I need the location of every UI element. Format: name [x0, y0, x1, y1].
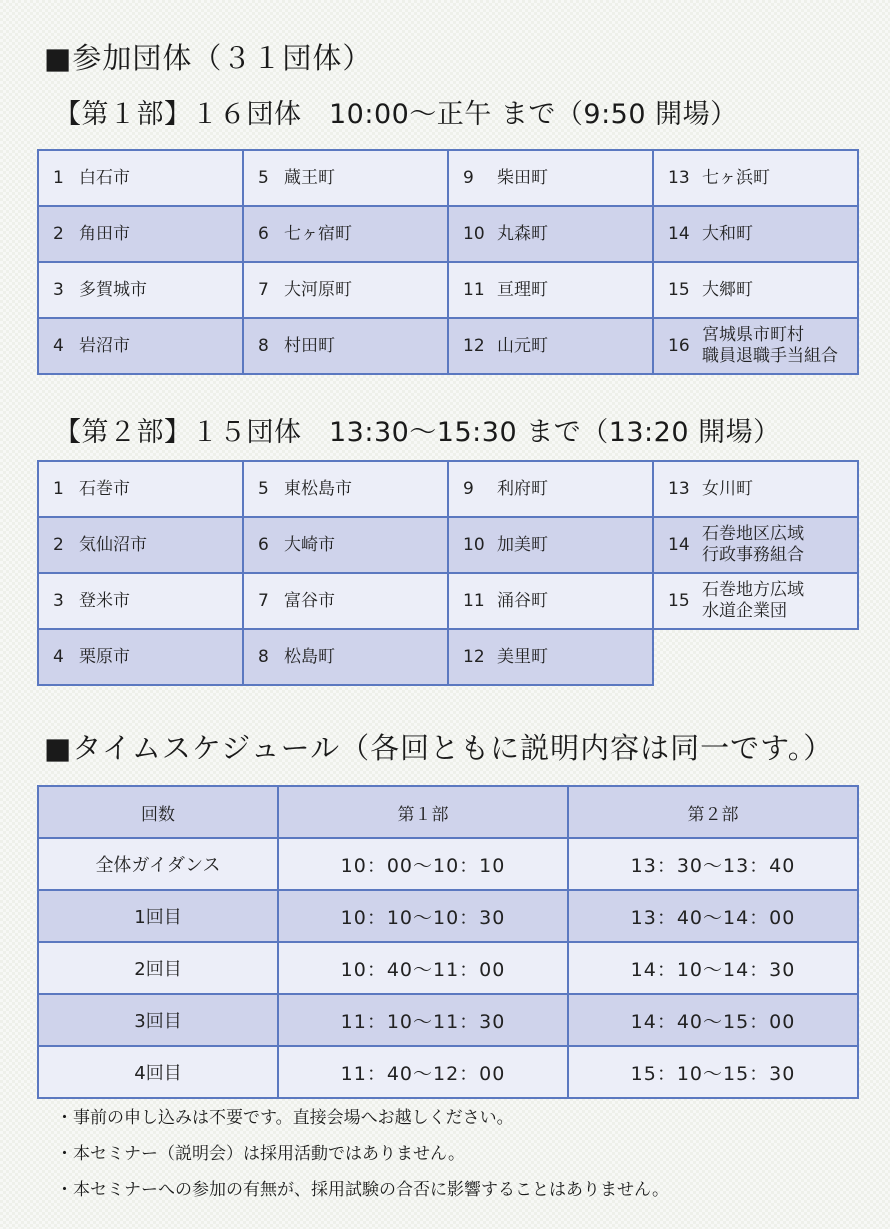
group-cell [243, 318, 448, 374]
group-number: 12 [463, 647, 485, 667]
group-number: 2 [53, 535, 64, 555]
group-number: 14 [668, 224, 690, 244]
group-number: 8 [258, 647, 269, 667]
group-name: 石巻地方広域 水道企業団 [702, 580, 804, 621]
group-name: 蔵王町 [284, 167, 335, 188]
schedule-time-part2: 15：10～15：30 [568, 1046, 858, 1098]
group-cell [243, 517, 448, 573]
group-row [38, 517, 858, 573]
schedule-time-part1: 10：00～10：10 [278, 838, 568, 890]
group-name: 七ヶ宿町 [284, 223, 352, 244]
group-number: 14 [668, 535, 690, 555]
group-cell [448, 573, 653, 629]
group-number: 15 [668, 280, 690, 300]
group-name: 気仙沼市 [79, 534, 147, 555]
group-number: 11 [463, 591, 485, 611]
schedule-round: 1回目 [38, 890, 278, 942]
group-cell [653, 461, 858, 517]
group-name: 女川町 [702, 478, 753, 499]
group-name: 登米市 [79, 590, 130, 611]
group-number: 3 [53, 591, 64, 611]
note-item: ・本セミナーへの参加の有無が、採用試験の合否に影響することはありません。 [56, 1180, 670, 1200]
group-cell [243, 262, 448, 318]
schedule-time-part2: 13：40～14：00 [568, 890, 858, 942]
schedule-row [38, 838, 858, 890]
group-name: 松島町 [284, 646, 335, 667]
schedule-round: 2回目 [38, 942, 278, 994]
part2-heading: 【第２部】１５団体 13:30～15:30 まで（13:20 開場） [54, 417, 781, 448]
group-cell [448, 206, 653, 262]
group-name: 七ヶ浜町 [702, 167, 770, 188]
participating-groups-title: ■参加団体（３１団体） [44, 41, 373, 75]
group-number: 1 [53, 479, 64, 499]
group-name: 山元町 [497, 335, 548, 356]
schedule-row [38, 942, 858, 994]
group-name: 栗原市 [79, 646, 130, 667]
group-number: 13 [668, 168, 690, 188]
group-number: 7 [258, 280, 269, 300]
group-name: 亘理町 [497, 279, 548, 300]
group-number: 8 [258, 336, 269, 356]
group-name: 大崎市 [284, 534, 335, 555]
group-number: 11 [463, 280, 485, 300]
part1-groups-table [37, 149, 859, 375]
schedule-round: 全体ガイダンス [38, 838, 278, 890]
group-number: 9 [463, 168, 474, 188]
schedule-header-part2: 第２部 [568, 786, 858, 838]
schedule-header-part1: 第１部 [278, 786, 568, 838]
group-name: 富谷市 [284, 590, 335, 611]
group-cell [653, 318, 858, 374]
group-name: 宮城県市町村 職員退職手当組合 [702, 325, 838, 366]
group-cell [38, 206, 243, 262]
schedule-time-part1: 10：10～10：30 [278, 890, 568, 942]
schedule-time-part2: 14：40～15：00 [568, 994, 858, 1046]
group-cell [243, 461, 448, 517]
group-cell [653, 517, 858, 573]
group-cell [448, 262, 653, 318]
group-row [38, 461, 858, 517]
group-number: 5 [258, 479, 269, 499]
empty-cell [653, 629, 858, 685]
group-row [38, 573, 858, 629]
schedule-header-round: 回数 [38, 786, 278, 838]
group-cell [448, 461, 653, 517]
group-row [38, 629, 858, 685]
group-number: 15 [668, 591, 690, 611]
group-name: 石巻地区広域 行政事務組合 [702, 524, 804, 565]
group-name: 柴田町 [497, 167, 548, 188]
group-name: 角田市 [79, 223, 130, 244]
group-number: 10 [463, 535, 485, 555]
group-row [38, 262, 858, 318]
group-number: 16 [668, 336, 690, 356]
group-name: 村田町 [284, 335, 335, 356]
group-cell [243, 206, 448, 262]
group-cell [38, 461, 243, 517]
schedule-round: 3回目 [38, 994, 278, 1046]
group-number: 3 [53, 280, 64, 300]
group-cell [38, 150, 243, 206]
group-name: 利府町 [497, 478, 548, 499]
group-number: 12 [463, 336, 485, 356]
group-name: 加美町 [497, 534, 548, 555]
group-number: 10 [463, 224, 485, 244]
group-number: 2 [53, 224, 64, 244]
group-number: 13 [668, 479, 690, 499]
schedule-title: ■タイムスケジュール（各回ともに説明内容は同一です。） [44, 731, 834, 765]
group-name: 大河原町 [284, 279, 352, 300]
note-item: ・事前の申し込みは不要です。直接会場へお越しください。 [56, 1108, 514, 1128]
group-name: 東松島市 [284, 478, 352, 499]
group-cell [243, 629, 448, 685]
notes-list [56, 1100, 669, 1208]
group-cell [38, 629, 243, 685]
schedule-time-part1: 11：40～12：00 [278, 1046, 568, 1098]
group-name: 大郷町 [702, 279, 753, 300]
schedule-time-part2: 13：30～13：40 [568, 838, 858, 890]
group-cell [653, 206, 858, 262]
part2-groups-table [37, 460, 859, 686]
schedule-row [38, 1046, 858, 1098]
group-number: 4 [53, 647, 64, 667]
schedule-table [37, 785, 859, 1099]
schedule-row [38, 994, 858, 1046]
group-cell [243, 573, 448, 629]
group-cell [448, 517, 653, 573]
group-cell [38, 318, 243, 374]
group-number: 5 [258, 168, 269, 188]
schedule-time-part2: 14：10～14：30 [568, 942, 858, 994]
group-row [38, 206, 858, 262]
group-cell [653, 262, 858, 318]
group-row [38, 318, 858, 374]
group-number: 7 [258, 591, 269, 611]
schedule-round: 4回目 [38, 1046, 278, 1098]
group-number: 6 [258, 224, 269, 244]
group-cell [448, 150, 653, 206]
schedule-row [38, 890, 858, 942]
group-cell [243, 150, 448, 206]
group-cell [653, 573, 858, 629]
group-cell [653, 150, 858, 206]
group-name: 丸森町 [497, 223, 548, 244]
group-name: 石巻市 [79, 478, 130, 499]
group-number: 4 [53, 336, 64, 356]
group-row [38, 150, 858, 206]
group-number: 9 [463, 479, 474, 499]
group-name: 白石市 [79, 167, 130, 188]
group-cell [448, 318, 653, 374]
group-name: 美里町 [497, 646, 548, 667]
schedule-time-part1: 11：10～11：30 [278, 994, 568, 1046]
group-name: 大和町 [702, 223, 753, 244]
part1-heading: 【第１部】１６団体 10:00～正午 まで（9:50 開場） [54, 99, 738, 130]
group-cell [38, 573, 243, 629]
group-name: 涌谷町 [497, 590, 548, 611]
group-name: 岩沼市 [79, 335, 130, 356]
note-item: ・本セミナー（説明会）は採用活動ではありません。 [56, 1144, 466, 1164]
group-cell [38, 517, 243, 573]
group-number: 1 [53, 168, 64, 188]
schedule-time-part1: 10：40～11：00 [278, 942, 568, 994]
group-cell [448, 629, 653, 685]
group-name: 多賀城市 [79, 279, 147, 300]
group-cell [38, 262, 243, 318]
group-number: 6 [258, 535, 269, 555]
